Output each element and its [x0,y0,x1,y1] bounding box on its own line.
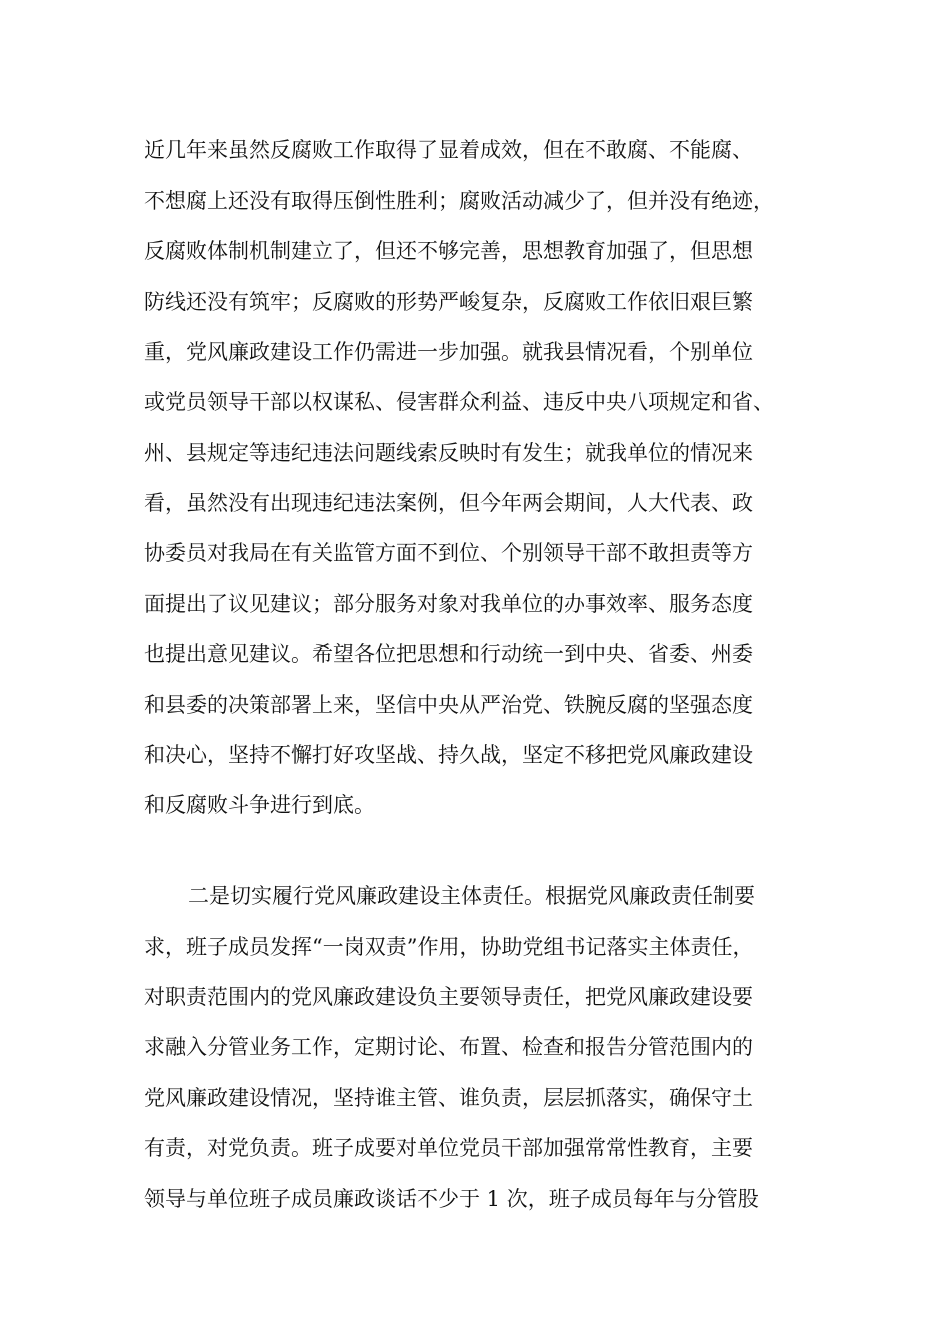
text-line: 和决心，坚持不懈打好攻坚战、持久战，坚定不移把党风廉政建设 [144,743,753,767]
text-line: 看，虽然没有出现违纪违法案例，但今年两会期间，人大代表、政 [144,491,753,515]
text-line: 对职责范围内的党风廉政建设负主要领导责任，把党风廉政建设要 [144,985,753,1009]
text-line: 求，班子成员发挥“一岗双责”作用，协助党组书记落实主体责任， [144,935,754,959]
text-line: 也提出意见建议。希望各位把思想和行动统一到中央、省委、州委 [144,642,753,666]
text-line: 领导与单位班子成员廉政谈话不少于 1 次，班子成员每年与分管股 [144,1187,759,1211]
text-line: 反腐败体制机制建立了，但还不够完善，思想教育加强了，但思想 [144,239,753,263]
text-line: 和反腐败斗争进行到底。 [144,793,375,817]
text-line: 重，党风廉政建设工作仍需进一步加强。就我县情况看，个别单位 [144,340,753,364]
text-line: 或党员领导干部以权谋私、侵害群众利益、违反中央八项规定和省、 [144,390,774,414]
text-line: 州、县规定等违纪违法问题线索反映时有发生；就我单位的情况来 [144,441,753,465]
text-line: 协委员对我局在有关监管方面不到位、个别领导干部不敢担责等方 [144,541,753,565]
text-line: 面提出了议见建议；部分服务对象对我单位的办事效率、服务态度 [144,592,753,616]
text-line: 二是切实履行党风廉政建设主体责任。根据党风廉政责任制要 [188,884,755,908]
text-line: 和县委的决策部署上来，坚信中央从严治党、铁腕反腐的坚强态度 [144,693,753,717]
text-line: 求融入分管业务工作，定期讨论、布置、检查和报告分管范围内的 [144,1035,753,1059]
text-line: 有责，对党负责。班子成要对单位党员干部加强常常性教育，主要 [144,1136,753,1160]
text-line: 不想腐上还没有取得压倒性胜利；腐败活动减少了，但并没有绝迹， [144,189,774,213]
text-line: 党风廉政建设情况，坚持谁主管、谁负责，层层抓落实，确保守土 [144,1086,753,1110]
text-line: 近几年来虽然反腐败工作取得了显着成效，但在不敢腐、不能腐、 [144,138,753,162]
text-line: 防线还没有筑牢；反腐败的形势严峻复杂，反腐败工作依旧艰巨繁 [144,290,753,314]
